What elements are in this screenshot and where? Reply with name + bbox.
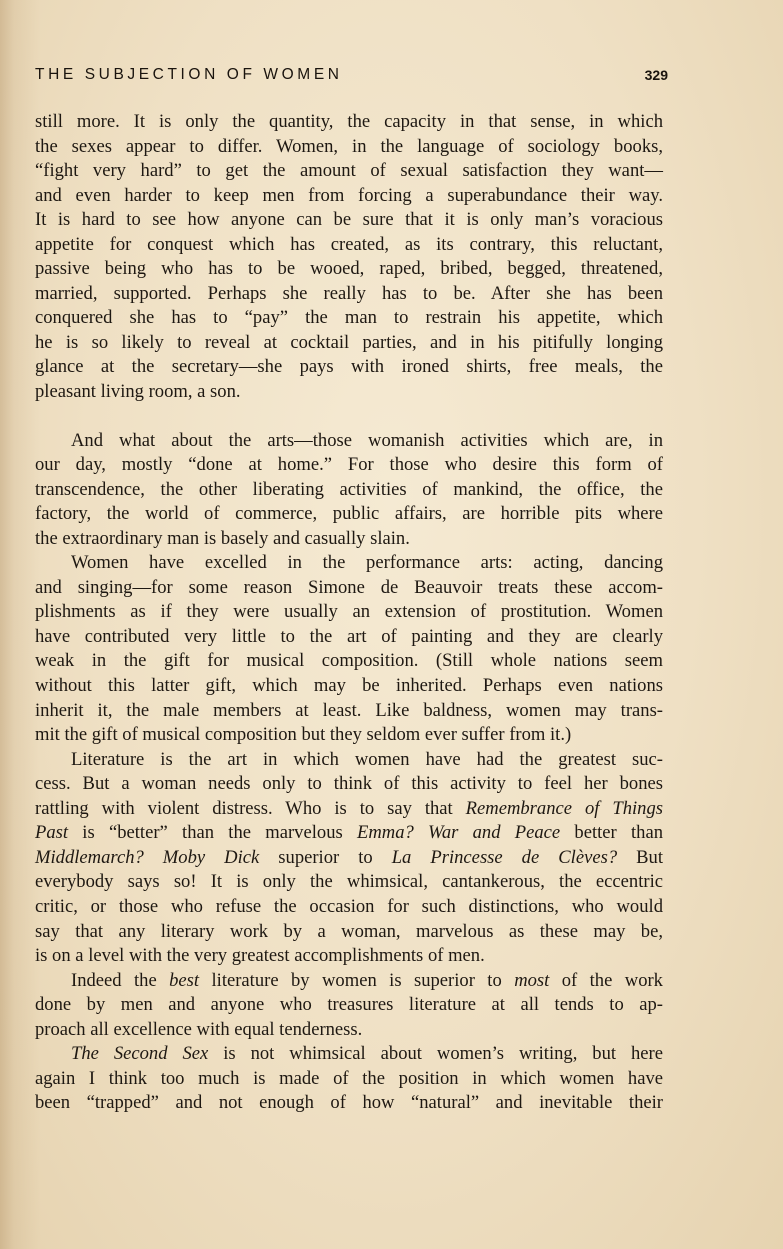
book-title: Remembrance of Things [465,797,663,819]
text-segment: rattling with violent distress. Who is to say that [35,797,466,819]
text-segment: critic, or those who refuse the occasion for such distinctions, who would [35,895,663,917]
text-segment: say that any literary work by a woman, marvelous as these may be, [35,920,663,942]
text-line: conquered she has to “pay” the man to restrain his appetite, which [35,307,663,329]
text-line: transcendence, the other liberating activities of mankind, the office, the [35,478,663,500]
text-segment: of the work [549,969,663,991]
text-line: and singing—for some reason Simone de Beauvoir treats these accom- [35,576,663,598]
text-line [35,772,663,797]
book-title: La Princesse de Clèves? [391,846,618,868]
text-line: married, supported. Perhaps she really has to be. After she has been [35,282,663,304]
text-line: mit the gift of musical composition but they seldom ever suffer from it.) [35,724,572,746]
text-segment: is “better” than the marvelous [68,822,357,844]
text-line: without this latter gift, which may be inherited. Perhaps even nations [35,675,663,697]
text-line: appetite for conquest which has created, as its contrary, this reluctant, [35,233,663,255]
text-line [35,944,663,969]
text-line: the extraordinary man is basely and casually slain. [35,527,410,549]
book-title: Middlemarch? Moby Dick [35,846,260,868]
text-line: our day, mostly “done at home.” For those who desire this form of [35,454,663,476]
text-line [35,846,663,871]
paragraph [35,969,663,1043]
book-title: Past [35,822,69,844]
paragraph [35,1042,663,1116]
text-line: have contributed very little to the art of painting and they are clearly [35,625,663,647]
text-segment: better than [560,822,664,844]
text-line: glance at the secretary—she pays with ironed shirts, free meals, the [35,356,663,378]
text-segment: literature by women is superior to [199,969,515,991]
text-line [35,1067,663,1092]
text-line [35,895,663,920]
page-header [35,66,668,88]
text-line: the sexes appear to differ. Women, in the language of sociology books, [35,135,663,157]
text-line: plishments as if they were usually an extension of prostitution. Women [35,601,663,623]
text-line [35,1091,663,1116]
text-segment: superior to [259,846,392,868]
emphasis: most [514,969,550,991]
text-segment: everybody says so! It is only the whimsical, cantankerous, the eccentric [35,871,663,893]
paragraph [35,551,663,747]
text-line [35,870,663,895]
text-line [35,821,663,846]
running-head: THE SUBJECTION OF WOMEN [35,66,343,83]
text-line: Women have excelled in the performance arts: acting, dancing [71,552,663,574]
text-line [35,748,663,773]
text-line: It is hard to see how anyone can be sure that it is only man’s voracious [35,209,663,231]
body-text [35,110,663,1116]
text-line: he is so likely to reveal at cocktail parties, and in his pitifully longing [35,331,663,353]
text-segment: done by men and anyone who treasures literature at all tends to ap- [35,994,663,1016]
text-line: passive being who has to be wooed, raped, bribed, begged, threatened, [35,258,663,280]
text-segment: is not whimsical about women’s writing, but here [208,1043,663,1065]
book-title: The Second Sex [71,1043,209,1065]
text-segment: Literature is the art in which women have had the greatest suc- [71,748,663,770]
text-line [35,993,663,1018]
paragraph [35,748,663,969]
text-segment: cess. But a woman needs only to think of this activity to feel her bones [35,773,663,795]
page-number: 329 [644,67,668,83]
text-line [35,969,663,994]
text-segment: But [617,846,664,868]
text-segment: been “trapped” and not enough of how “natural” and inevitable their [35,1092,663,1114]
paragraph [35,429,663,552]
text-line: still more. It is only the quantity, the capacity in that sense, in which [35,111,663,132]
text-line: And what about the arts—those womanish activities which are, in [71,429,663,451]
text-segment: proach all excellence with equal tenderness. [35,1018,363,1040]
text-line [35,797,663,822]
paragraph [35,110,663,405]
text-line: inherit it, the male members at least. Like baldness, women may trans- [35,699,663,721]
text-line [35,920,663,945]
text-segment: is on a level with the very greatest accomplishments of men. [35,945,485,967]
text-line: “fight very hard” to get the amount of sexual satisfaction they want— [35,160,663,182]
emphasis: best [169,969,200,991]
text-line: pleasant living room, a son. [35,381,241,403]
text-segment: Indeed the [71,969,170,991]
text-segment: again I think too much is made of the position in which women have [35,1067,663,1089]
text-line: weak in the gift for musical composition. (Still whole nations seem [35,650,663,672]
text-line: factory, the world of commerce, public affairs, are horrible pits where [35,503,663,525]
text-line: and even harder to keep men from forcing a superabundance their way. [35,184,663,206]
book-title: Emma? War and Peace [356,822,561,844]
text-line [35,1042,663,1067]
text-line [35,1018,663,1043]
